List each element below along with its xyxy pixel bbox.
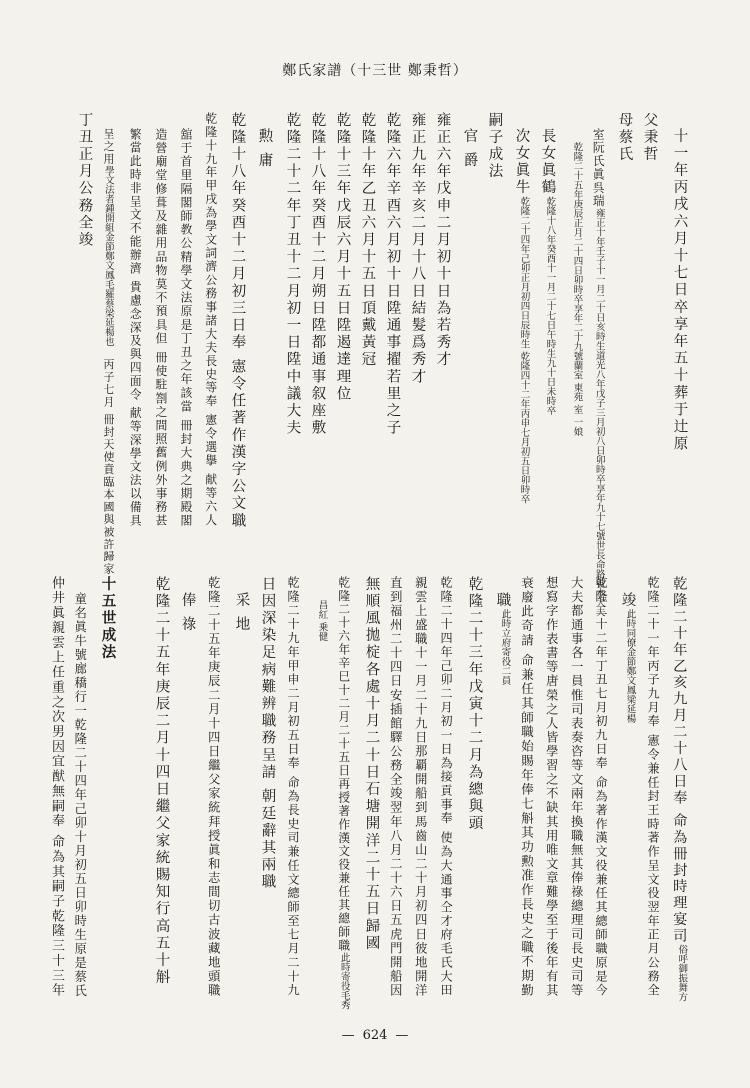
column-text: 乾隆二十三年戊寅十二月為總與頭 (466, 576, 483, 833)
upper-column (154, 128, 166, 528)
column-text: 十五世成法 (99, 576, 117, 662)
column-text: 直到福州二十四日安插館驛公務全竣翌年八月二十六日五虎門開船因 (388, 576, 403, 998)
lower-column (337, 576, 349, 1010)
lower-column (364, 576, 379, 952)
lower-column (595, 576, 607, 997)
lower-column (467, 576, 482, 833)
column-text: 官 爵 (461, 128, 478, 170)
upper-column (204, 112, 216, 527)
lower-column (234, 592, 249, 633)
column-text: 職 (494, 592, 511, 610)
lower-column (287, 576, 299, 997)
column-text: 竣 (619, 592, 636, 610)
lower-column (570, 576, 582, 998)
column-text: 日因深染足病難辨職務呈請 朝廷辭其兩職 (259, 576, 276, 892)
column-text: 童名眞牛號廊穚行一乾隆二十四年己卯十月初五日卯時生原是蔡氏 (73, 592, 88, 999)
column-text: 乾隆二十一年丙子九月奉 憲令兼任封王時著作呈文役翌年正月公務全 (646, 576, 661, 998)
column-text: 丁丑正月公務全竣 (76, 112, 93, 249)
lower-column (312, 600, 327, 641)
column-text: 乾隆二十九年甲申二月初五日奉 命為長史司兼任文總師至七月二十九 (286, 576, 301, 998)
column-text: 想寫字作表書等唐榮之人皆學習之不缺其用唯文章難學至于後年有其 (544, 576, 559, 998)
lower-column (495, 592, 510, 685)
column-text: 室阮氏眞呉瑞 (591, 128, 606, 209)
column-text: 乾隆二十六年辛巳十二月二十五日再授著作漢文役兼任其總師職 (336, 576, 351, 953)
lower-column (414, 576, 426, 998)
upper-column (462, 128, 477, 169)
lower-column (672, 576, 686, 1001)
column-text: 乾隆二十五年庚辰二月十四日繼父家統拜授眞和志間切古波藏地頭職 (206, 576, 221, 998)
column-text: 雍正六年戊申二月初十日為若秀才 (434, 112, 451, 369)
column-text: 長女眞鶴 (539, 128, 556, 197)
column-annotation: 俗呼御振舞方 (676, 944, 688, 1002)
column-text: 母蔡氏 (616, 112, 633, 164)
column-text: 衰廢此奇請 命兼任其師職始賜年俸七斛其功勲准作長史之職不期勤 (519, 576, 535, 998)
upper-column (642, 112, 657, 163)
column-text: 乾隆十九年甲戌為學文詞濟公務事諸大夫長史等奉 憲令選擧 献等六人 (203, 112, 218, 527)
upper-column (514, 128, 529, 503)
column-text: 乾隆十八年癸酉十二月初三日奉 憲令任著作漢字公文職 (229, 112, 246, 530)
upper-column (435, 112, 450, 369)
upper-column (102, 128, 113, 576)
page-header: 鄭氏家譜（十三世 鄭秉哲） (282, 63, 468, 79)
column-annotation: 此時同僚金節鄭文鳳梁延楊 (624, 609, 636, 724)
column-text: 勲 庸 (256, 128, 273, 170)
column-text: 乾隆二十四年己卯二月初一日為接貢事奉 使為大通事仝才府毛氏大田 (439, 576, 454, 998)
lower-column (545, 576, 557, 998)
upper-column (567, 142, 582, 436)
column-text: 乾隆十八年癸酉十二月朔日陞都通事叙座敷 (309, 112, 326, 437)
upper-column (410, 112, 425, 386)
column-text-continued: 丙子七月 冊封天使賁臨本國與被許歸家 (101, 345, 115, 576)
column-annotation: 此時立府寄役二員 (499, 609, 511, 686)
upper-column (592, 128, 604, 617)
column-text: 舘于首里隔閣師教公精學文法原是丁丑之年該當 冊封大典之期殿閣 (178, 128, 193, 528)
column-text: 雍正九年辛亥二月十八日結髮爲秀才 (409, 112, 426, 386)
column-text: 乾隆二十五年庚辰二月十四日繼父家統賜知行高五十斛 (153, 576, 170, 987)
column-text: 繁當此時非呈文不能辦濟 貴慮念深及與四面令 献等深學文法以備具 (128, 128, 143, 528)
upper-column (285, 112, 300, 437)
column-text: 次女眞牛 (513, 128, 530, 197)
lower-column (620, 592, 635, 723)
lower-column (520, 576, 533, 998)
column-annotation: 此時寄役毛秀 (338, 952, 350, 1010)
lower-column (100, 576, 115, 662)
column-text: 仲井眞親雲上任重之次男因宜猷無嗣奉 命為其嗣子乾隆三十三年 (48, 576, 64, 999)
upper-column (385, 112, 400, 437)
upper-column (230, 112, 245, 530)
column-text: 父秉哲 (641, 112, 658, 164)
page-number: — 624 — (341, 1028, 409, 1043)
upper-column (77, 112, 92, 249)
lower-column (154, 576, 169, 986)
column-text: 采 地 (233, 592, 250, 634)
lower-column (647, 576, 659, 997)
column-annotation: 雍正十年壬子十一月二十日亥時生道光八年戊子三月初八日卯時卒享年九十七號世長命路號本大夫 (593, 208, 605, 617)
upper-column (540, 128, 555, 415)
column-text: 乾隆十三年戊辰六月十五日陞遏達理位 (334, 112, 351, 403)
column-annotation: 乾隆十八年癸酉十一月二十七日午時生九十日未時卒 (544, 196, 556, 415)
lower-column (440, 576, 452, 997)
section-divider (90, 540, 710, 541)
column-text: 造營廟堂修葺及雜用品物莫不預具但 冊使駐劄之間照舊例外事務甚 (153, 128, 168, 528)
column-text: 俸 祿 (179, 592, 196, 634)
column-annotation: 學文法者鍾開組金節鄭文鳳毛羅蔡梁延楊也 (102, 165, 114, 346)
upper-column (129, 128, 141, 527)
column-text: 十一年丙戌六月十七日卒享年五十葬于辻原 (671, 128, 688, 453)
column-annotation: 乾隆二十四年己卯正月初四日辰時生 乾隆四十二年丙申七月初五日卯時卒 (518, 196, 530, 504)
lower-column (74, 592, 86, 998)
column-text: 大夫都通事各一員惟司表奏咨等文兩年換職無其俸祿總理司長史司等 (569, 576, 584, 998)
upper-column (335, 112, 350, 403)
lower-column (207, 576, 219, 998)
lower-column (389, 576, 401, 998)
column-text: 乾隆二十二年丁丑七月初九日奉 命為著作漢文役兼任其總師職原是今 (594, 576, 609, 998)
lower-column (260, 576, 275, 891)
column-text: 乾隆六年辛酉六月初十日陞通事擢若里之子 (384, 112, 401, 437)
column-annotation: 乾隆二十五年庚辰正月二十四日卯時卒享年二十九號蘭室 東苑 室 一娘 (571, 142, 583, 437)
column-text: 呈之用 (101, 128, 115, 166)
column-text: 乾隆二十二年丁丑十二月初一日陞中議大夫 (284, 112, 301, 437)
column-text: 乾隆十年乙丑六月十五日頂戴黃冠 (359, 112, 376, 369)
upper-column (257, 128, 272, 169)
upper-column (487, 112, 502, 180)
column-text: 乾隆二十年乙亥九月二十八日奉 命為冊封時理宴司 (671, 576, 688, 945)
upper-column (617, 112, 632, 163)
upper-column (179, 128, 191, 528)
column-text: 嗣子成法 (486, 112, 503, 181)
lower-column (180, 592, 195, 633)
lower-column (49, 576, 62, 998)
column-text: 親雲上盛職十一月二十九日那覇開船到馬齒山二十月初四日彼地開洋 (413, 576, 428, 998)
upper-column (672, 128, 687, 453)
upper-column (310, 112, 325, 437)
column-text: 無順風拋椗各處十月二十日石塘開洋二十五日歸國 (363, 576, 380, 953)
upper-column (360, 112, 375, 369)
column-annotation: 昌紅 乗健 (316, 600, 328, 642)
